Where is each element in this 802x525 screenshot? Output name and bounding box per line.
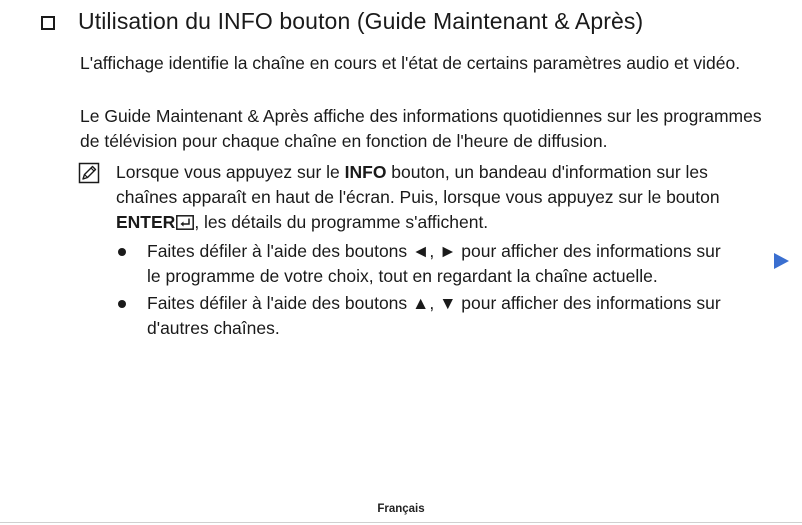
paragraph-intro: L'affichage identifie la chaîne en cours et l'état de certains paramètres audio et vidéo. xyxy=(80,53,741,73)
note-text-part2: bouton, un bandeau d'information sur les chaînes apparaît en haut de l'écran. Puis, lorsque vous appuyez sur le bouton xyxy=(116,162,720,207)
note-pencil-icon xyxy=(78,162,100,184)
bullet-text: Faites défiler à l'aide des boutons ◄, ► pour afficher des informations sur le programme de votre choix, tout en regardant la chaîne actuelle. xyxy=(147,241,721,286)
footer-divider xyxy=(0,522,802,523)
enter-key-label: ENTER xyxy=(116,212,176,232)
bullet-list xyxy=(118,239,758,343)
enter-key-icon xyxy=(176,215,194,230)
list-item xyxy=(118,291,758,341)
note-text xyxy=(116,160,756,235)
bullet-dot-icon xyxy=(118,248,126,256)
list-item xyxy=(118,239,758,289)
bullet-dot-icon xyxy=(118,300,126,308)
note-text-part1: Lorsque vous appuyez sur le xyxy=(116,162,345,182)
paragraph-guide: Le Guide Maintenant & Après affiche des informations quotidiennes sur les programmes de télévision pour chaque chaîne en fonction de l'heure de diffusion. xyxy=(80,106,762,151)
section-heading xyxy=(41,8,643,35)
info-key-label: INFO xyxy=(344,162,387,182)
bullet-text: Faites défiler à l'aide des boutons ▲, ▼ pour afficher des informations sur d'autres chaînes. xyxy=(147,293,721,338)
footer-language: Français xyxy=(377,503,425,515)
note-block xyxy=(78,160,758,235)
next-page-arrow-icon[interactable] xyxy=(773,252,790,270)
checkbox-icon xyxy=(41,16,55,30)
note-text-part3: , les détails du programme s'affichent. xyxy=(194,212,489,232)
section-title: Utilisation du INFO bouton (Guide Maintenant & Après) xyxy=(78,8,644,34)
